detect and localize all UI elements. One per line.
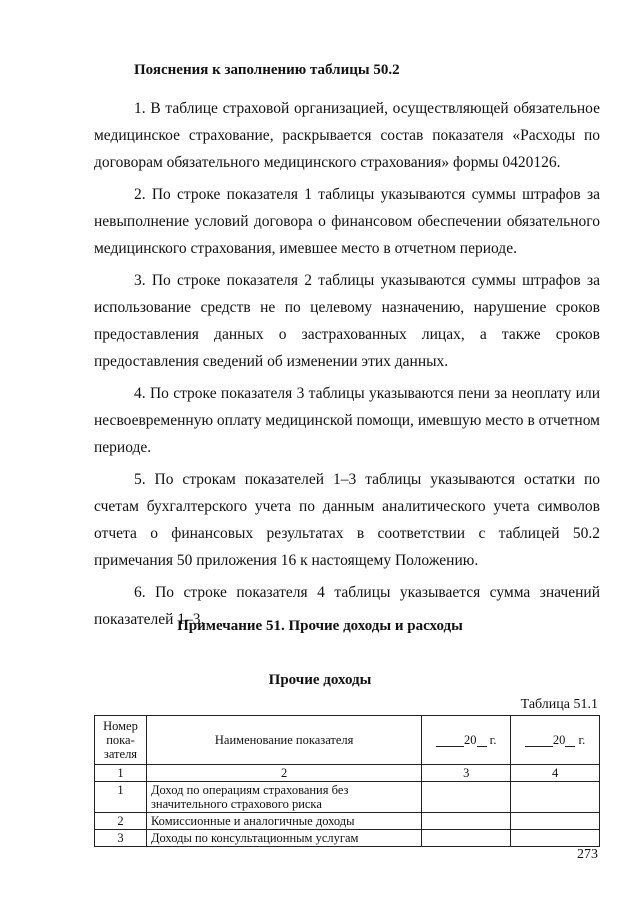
table-title: Прочие доходы <box>268 672 372 688</box>
note-title: Примечание 51. Прочие доходы и расходы <box>177 618 463 634</box>
year-blank <box>477 734 487 747</box>
row-value-2 <box>511 813 600 830</box>
column-number: 4 <box>511 765 600 782</box>
header-year-2 <box>511 716 600 765</box>
row-name: Доходы по консультационным услугам <box>146 830 421 847</box>
paragraph: 2. По строке показателя 1 таблицы указываются суммы штрафов за невыполнение условий договора о финансовом обеспечении обязательного медицинского страхования, имевшее место в отчетном периоде. <box>94 186 600 257</box>
paragraph: 4. По строке показателя 3 таблицы указываются пени за неоплату или несвоевременную оплату медицинской помощи, имевшую место в отчетном периоде. <box>94 385 600 456</box>
paragraph: 5. По строкам показателей 1–3 таблицы указываются остатки по счетам бухгалтерского учета по данным аналитического учета символов отчета о финансовых результатах в соответствии с таблицей 50.2 примечания 50 приложения 16 к настоящему Положению. <box>94 471 600 569</box>
column-number: 3 <box>422 765 511 782</box>
year-suffix: г. <box>489 733 497 747</box>
header-number: Номер пока-зателя <box>95 716 147 765</box>
header-name: Наименование показателя <box>146 716 421 765</box>
year-blank <box>525 734 553 747</box>
paragraph: 3. По строке показателя 2 таблицы указываются суммы штрафов за использование средств не по целевому назначению, нарушение сроков предоставления данных о застрахованных лицах, а также сроков предоставления сведений об изменении этих данных. <box>94 272 600 370</box>
header-year-1 <box>422 716 511 765</box>
paragraph: 6. По строке показателя 4 таблицы указывается сумма значений показателей 1–3. <box>94 584 600 628</box>
column-number: 1 <box>95 765 147 782</box>
table-row <box>95 813 600 830</box>
table-row <box>95 782 600 813</box>
row-number: 3 <box>95 830 147 847</box>
year-blank <box>565 734 575 747</box>
table-row <box>95 830 600 847</box>
section-heading: Пояснения к заполнению таблицы 50.2 <box>134 62 400 78</box>
year-prefix: 20 <box>552 733 566 747</box>
row-number: 2 <box>95 813 147 830</box>
row-value-1 <box>422 830 511 847</box>
row-number: 1 <box>95 782 147 813</box>
row-value-1 <box>422 782 511 813</box>
row-value-2 <box>511 782 600 813</box>
year-suffix: г. <box>578 733 586 747</box>
column-number: 2 <box>146 765 421 782</box>
column-numbers-row <box>95 765 600 782</box>
year-blank <box>436 734 464 747</box>
year-prefix: 20 <box>464 733 477 747</box>
page-number: 273 <box>577 847 598 862</box>
row-name: Доход по операциям страхования без значительного страхового риска <box>146 782 421 813</box>
row-value-1 <box>422 813 511 830</box>
paragraph: 1. В таблице страховой организацией, осуществляющей обязательное медицинское страхование, раскрывается состав показателя «Расходы по договорам обязательного медицинского страхования» формы 0420126. <box>94 100 600 171</box>
row-value-2 <box>511 830 600 847</box>
table-header-row <box>95 716 600 765</box>
explanations-body <box>94 95 600 633</box>
table-label: Таблица 51.1 <box>520 697 598 712</box>
row-name: Комиссионные и аналогичные доходы <box>146 813 421 830</box>
other-income-table <box>94 715 600 847</box>
